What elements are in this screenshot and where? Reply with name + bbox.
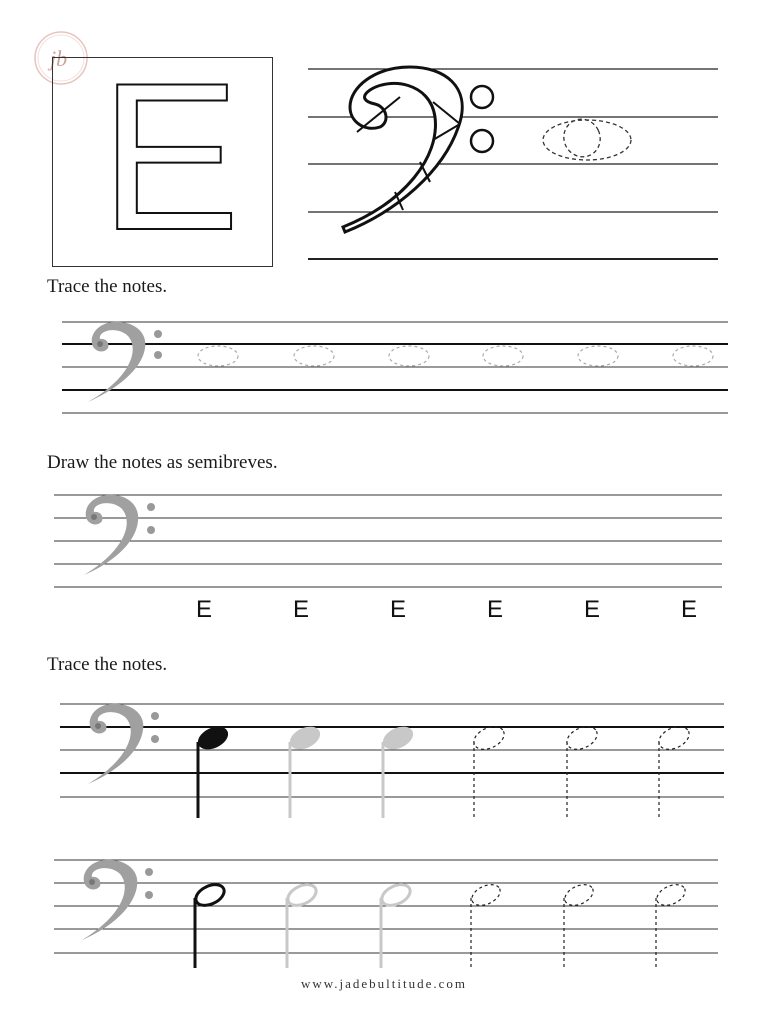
big-letter: E xyxy=(100,39,241,274)
note-label: E xyxy=(680,596,697,623)
note-label: E xyxy=(389,596,406,623)
trace-whole-note xyxy=(483,346,523,366)
trace-whole-note xyxy=(198,346,238,366)
crotchet-note-grey xyxy=(379,722,416,818)
staff-draw xyxy=(52,493,724,589)
bass-clef-icon xyxy=(84,495,155,575)
dashed-whole-note-icon xyxy=(540,114,635,166)
bass-clef-icon xyxy=(88,704,159,784)
trace-whole-note xyxy=(389,346,429,366)
trace-minim xyxy=(654,881,689,910)
note-label: E xyxy=(292,596,309,623)
instruction-trace-2: Trace the notes. xyxy=(47,654,168,675)
decorative-bass-clef-icon xyxy=(335,62,505,242)
note-label: E xyxy=(583,596,600,623)
minim-note-grey xyxy=(379,881,414,968)
crotchet-note-grey xyxy=(286,722,323,818)
trace-minim xyxy=(469,881,504,910)
bass-clef-icon xyxy=(82,860,153,940)
instruction-trace-1: Trace the notes. xyxy=(47,276,168,297)
trace-whole-note xyxy=(294,346,334,366)
logo-text: jb xyxy=(50,46,68,71)
trace-whole-note xyxy=(673,346,713,366)
note-label: E xyxy=(486,596,503,623)
note-label: E xyxy=(195,596,212,623)
minim-note xyxy=(193,881,228,968)
staff-trace-crotchets xyxy=(58,702,726,827)
minim-note-grey xyxy=(285,881,320,968)
trace-whole-note xyxy=(578,346,618,366)
footer-url[interactable]: www.jadebultitude.com xyxy=(300,976,468,991)
trace-minim xyxy=(562,881,597,910)
crotchet-note xyxy=(194,722,231,818)
staff-trace-1 xyxy=(60,320,730,416)
staff-trace-minims xyxy=(52,858,720,970)
instruction-draw: Draw the notes as semibreves. xyxy=(47,452,278,473)
